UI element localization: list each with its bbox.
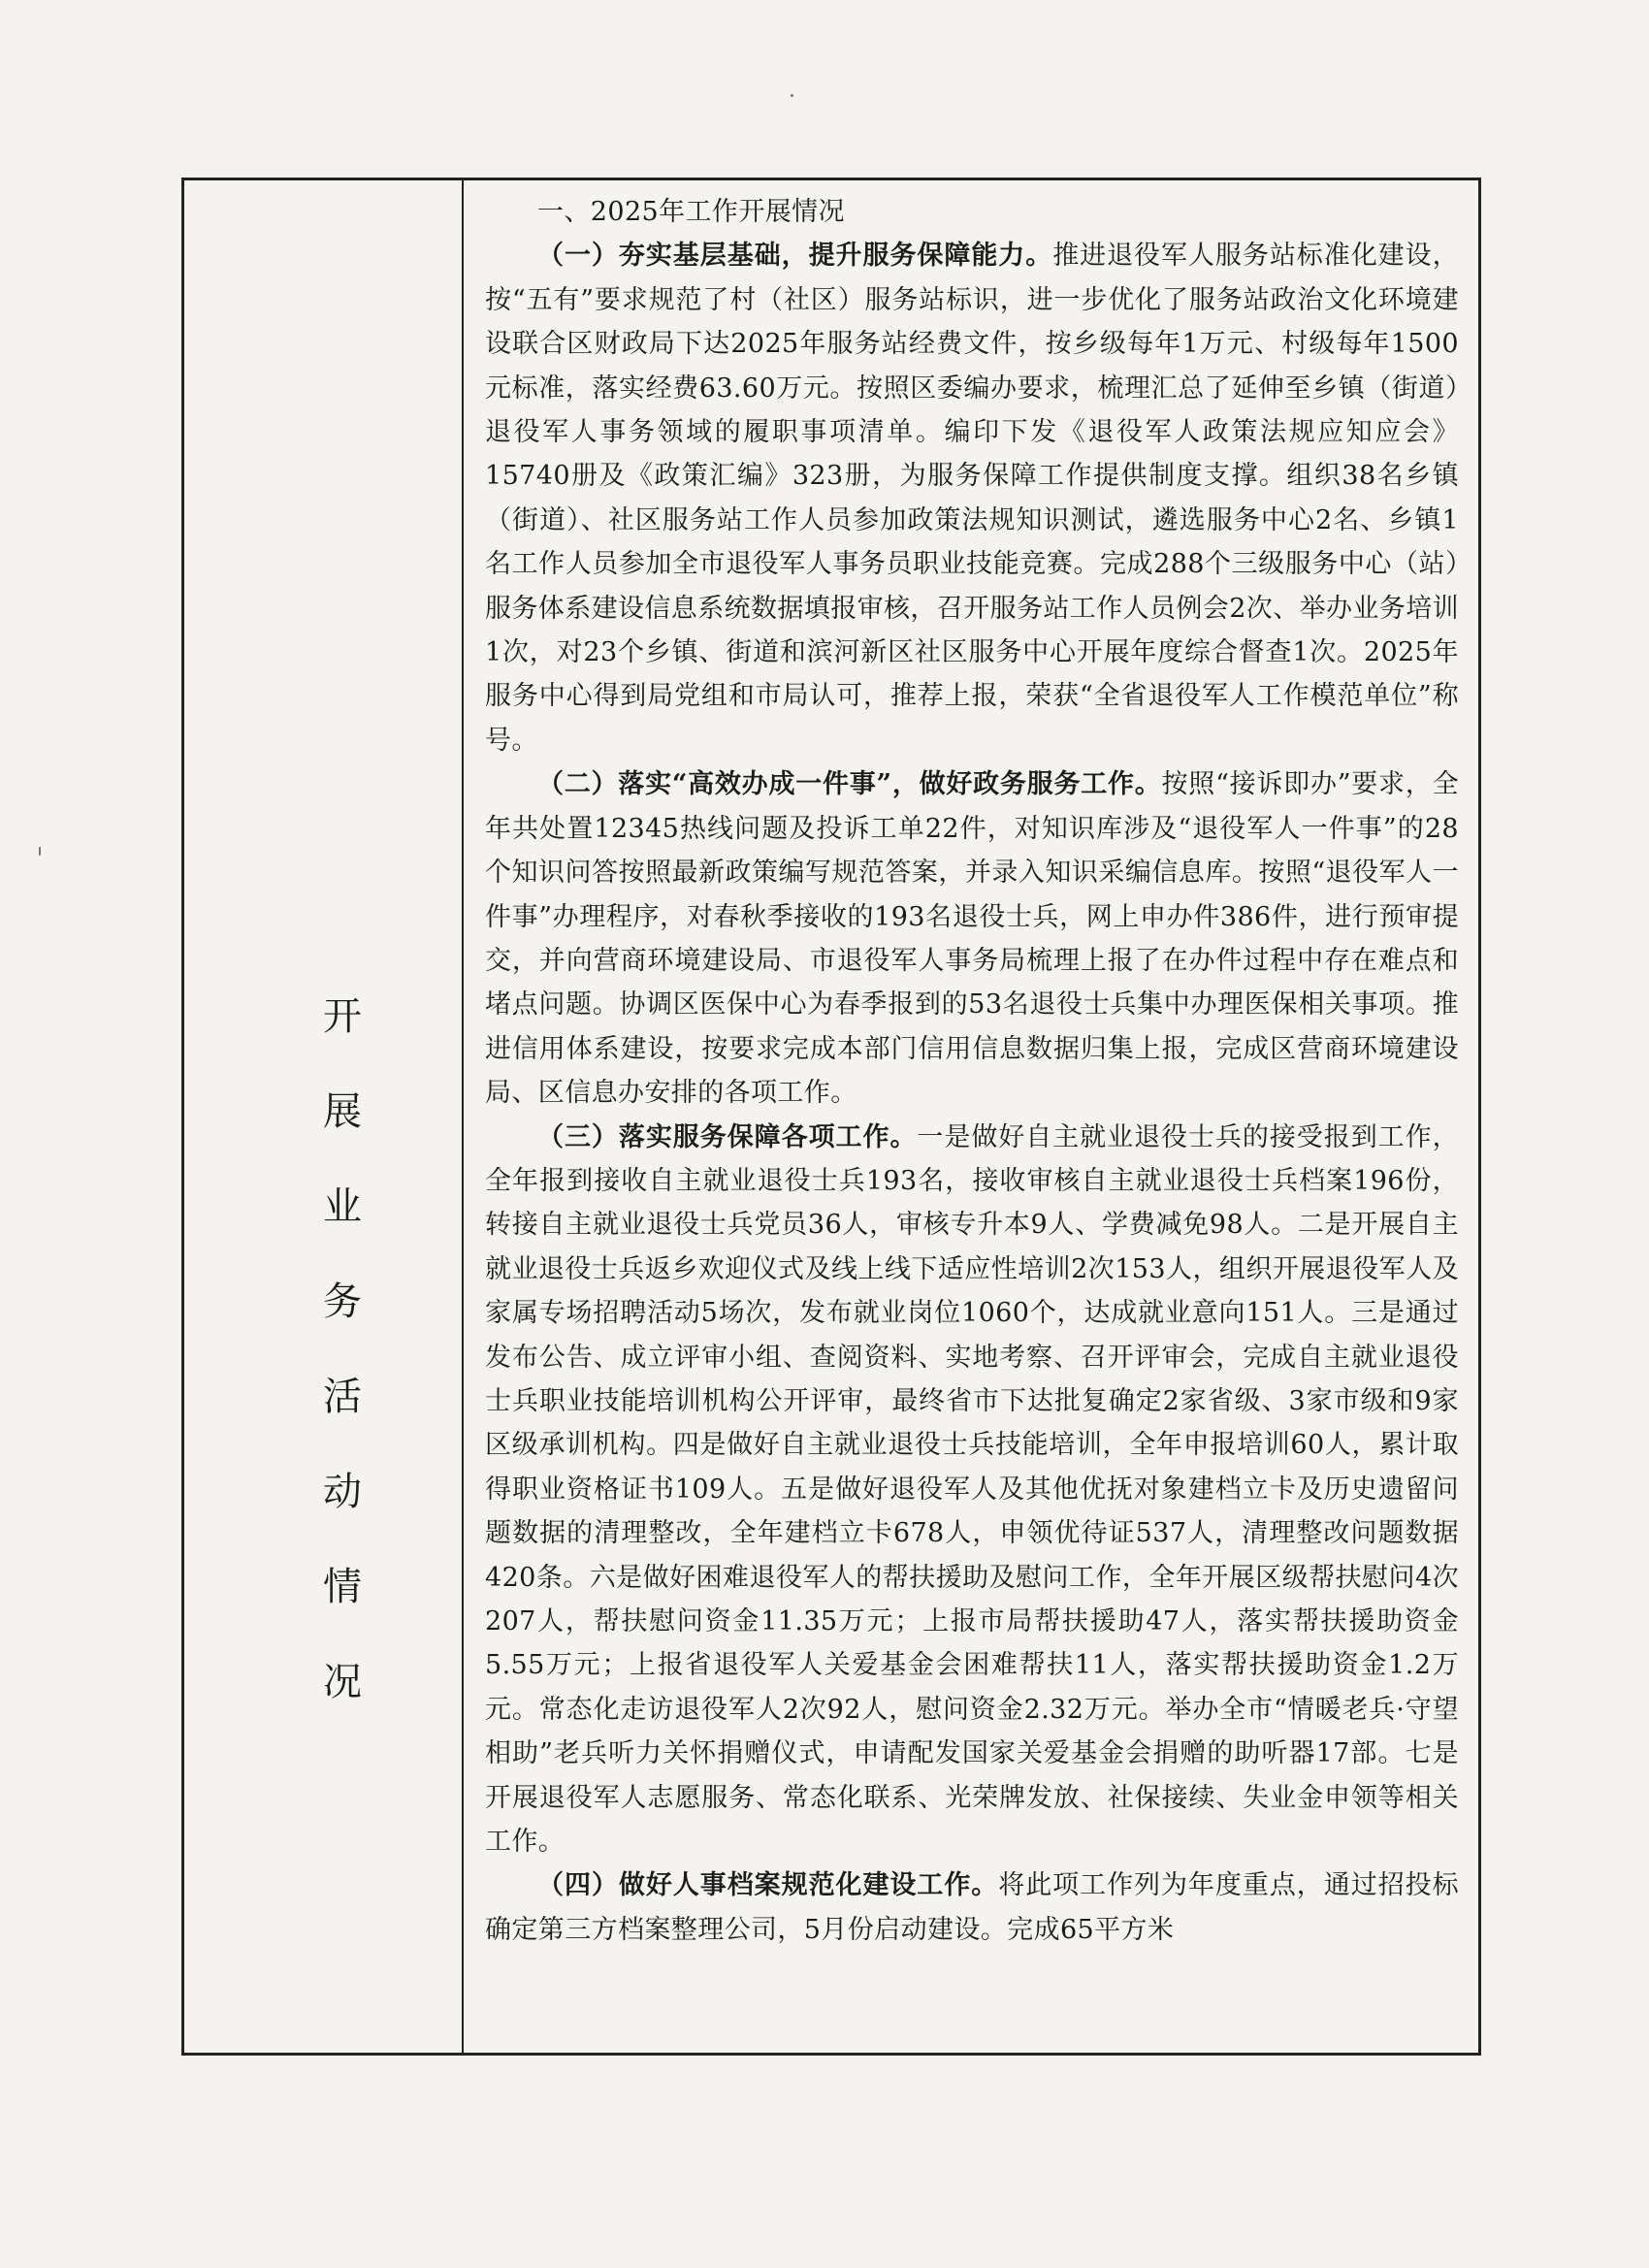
paragraph-1-body: 推进退役军人服务站标准化建设，按“五有”要求规范了村（社区）服务站标识，进一步优化了服务站政治文化环境建设联合区财政局下达2025年服务站经费文件，按乡级每年1万元、村级每年1500元标准，落实经费63.60万元。按照区委编办要求，梳理汇总了延伸至乡镇（街道）退役军人事务领域的履职事项清单。编印下发《退役军人政策法规应知应会》15740册及《政策汇编》323册，为服务保障工作提供制度支撑。组织38名乡镇（街道）、社区服务站工作人员参加政策法规知识测试，遴选服务中心2名、乡镇1名工作人员参加全市退役军人事务员职业技能竞赛。完成288个三级服务中心（站）服务体系建设信息系统数据填报审核，召开服务站工作人员例会2次、举办业务培训1次，对23个乡镇、街道和滨河新区社区服务中心开展年度综合督查1次。2025年服务中心得到局党组和市局认可，推荐上报，荣获“全省退役军人工作模范单位”称号。: [485, 241, 1459, 756]
paragraph-2-title: （二）落实“高效办成一件事”，做好政务服务工作。: [537, 769, 1162, 800]
paragraph-1: [485, 234, 1459, 762]
paragraph-3-title: （三）落实服务保障各项工作。: [537, 1121, 918, 1152]
paragraph-1-title: （一）夯实基层基础，提升服务保障能力。: [537, 241, 1053, 272]
paragraph-4-title: （四）做好人事档案规范化建设工作。: [537, 1870, 999, 1901]
paragraph-4-body: 将此项工作列为年度重点，通过招投标确定第三方档案整理公司，5月份启动建设。完成65平方米: [485, 1870, 1459, 1945]
content-cell: [464, 180, 1478, 2053]
side-label: 开展业务活动情况: [323, 994, 362, 1704]
section-heading: 一、2025年工作开展情况: [537, 197, 845, 227]
paragraph-4: [485, 1863, 1459, 1952]
label-cell: [184, 180, 464, 2053]
paragraph-3-body: 一是做好自主就业退役士兵的接受报到工作，全年报到接收自主就业退役士兵193名，接收审核自主就业退役士兵档案196份，转接自主就业退役士兵党员36人，审核专升本9人、学费减免98人。二是开展自主就业退役士兵返乡欢迎仪式及线上线下适应性培训2次153人，组织开展退役军人及家属专场招聘活动5场次，发布就业岗位1060个，达成就业意向151人。三是通过发布公告、成立评审小组、查阅资料、实地考察、召开评审会，完成自主就业退役士兵职业技能培训机构公开评审，最终省市下达批复确定2家省级、3家市级和9家区级承训机构。四是做好自主就业退役士兵技能培训，全年申报培训60人，累计取得职业资格证书109人。五是做好退役军人及其他优抚对象建档立卡及历史遗留问题数据的清理整改，全年建档立卡678人，申领优待证537人，清理整改问题数据420条。六是做好困难退役军人的帮扶援助及慰问工作，全年开展区级帮扶慰问4次207人，帮扶慰问资金11.35万元；上报市局帮扶援助47人，落实帮扶援助资金5.55万元；上报省退役军人关爱基金会困难帮扶11人，落实帮扶援助资金1.2万元。常态化走访退役军人2次92人，慰问资金2.32万元。举办全市“情暖老兵·守望相助”老兵听力关怀捐赠仪式，申请配发国家关爱基金会捐赠的助听器17部。七是开展退役军人志愿服务、常态化联系、光荣牌发放、社保接续、失业金申领等相关工作。: [485, 1121, 1459, 1858]
paragraph-2: [485, 762, 1459, 1115]
scan-speck: [791, 94, 793, 97]
scan-speck: [39, 847, 41, 856]
form-table: [181, 178, 1481, 2056]
paragraph-3: [485, 1116, 1459, 1864]
paragraph-2-body: 按照“接诉即办”要求，全年共处置12345热线问题及投诉工单22件，对知识库涉及“退役军人一件事”的28个知识问答按照最新政策编写规范答案，并录入知识采编信息库。按照“退役军人一件事”办理程序，对春秋季接收的193名退役士兵，网上申办件386件，进行预审提交，并向营商环境建设局、市退役军人事务局梳理上报了在办件过程中存在难点和堵点问题。协调区医保中心为春季报到的53名退役士兵集中办理医保相关事项。推进信用体系建设，按要求完成本部门信用信息数据归集上报，完成区营商环境建设局、区信息办安排的各项工作。: [485, 769, 1459, 1109]
